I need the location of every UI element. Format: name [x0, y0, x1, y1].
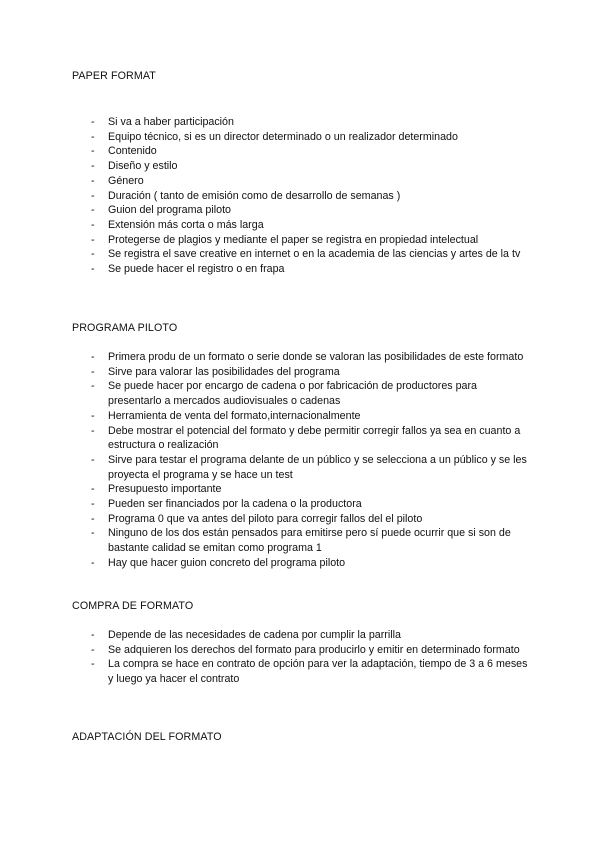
list-item: - Duración ( tanto de emisión como de desarrollo de semanas ) [91, 189, 401, 202]
bullet-dash: - [91, 409, 95, 422]
bullet-dash: - [91, 263, 95, 276]
bullet-dash: - [91, 351, 95, 363]
list-item: - La compra se hace en contrato de opción para ver la adaptación, tiempo de 3 a 6 meses y luego ya hacer el contrato [91, 658, 528, 686]
bullet-dash: - [91, 380, 95, 393]
bullet-dash: - [91, 483, 95, 496]
list-item: - Si va a haber participación [91, 116, 234, 128]
bullet-dash: - [91, 189, 95, 202]
list-item: - Género [91, 174, 144, 187]
list-item: - Sirve para valorar las posibilidades del programa [91, 365, 340, 378]
list-paper-format [0, 115, 600, 277]
list-item: - Programa 0 que va antes del piloto para corregir fallos del el piloto [91, 512, 423, 525]
section-heading-programa-piloto: PROGRAMA PILOTO [72, 322, 178, 334]
list-item: - Pueden ser financiados por la cadena o la productora [91, 498, 362, 511]
bullet-dash: - [91, 424, 95, 437]
list-item: - Protegerse de plagios y mediante el paper se registra en propiedad intelectual [91, 233, 479, 246]
bullet-dash: - [91, 116, 95, 128]
bullet-dash: - [91, 512, 95, 525]
list-item: - Hay que hacer guion concreto del programa piloto [91, 556, 346, 569]
bullet-dash: - [91, 658, 95, 671]
list-item: - Extensión más corta o más larga [91, 218, 264, 231]
list-item: - Contenido [91, 145, 157, 158]
bullet-dash: - [91, 453, 95, 466]
list-item: - Diseño y estilo [91, 160, 178, 173]
list-item: - Se adquieren los derechos del formato para producirlo y emitir en determinado formato [91, 643, 520, 656]
section-heading-adaptacion-del-formato: ADAPTACIÓN DEL FORMATO [72, 731, 222, 743]
list-item: - Herramienta de venta del formato,internacionalmente [91, 409, 361, 422]
bullet-dash: - [91, 145, 95, 158]
bullet-dash: - [91, 629, 95, 641]
bullet-dash: - [91, 527, 95, 540]
list-item: - Depende de las necesidades de cadena por cumplir la parrilla [91, 629, 401, 641]
bullet-dash: - [91, 233, 95, 246]
bullet-dash: - [91, 498, 95, 511]
bullet-dash: - [91, 643, 95, 656]
section-heading-compra-de-formato: COMPRA DE FORMATO [72, 600, 194, 612]
list-item: - Se registra el save creative en internet o en la academia de las ciencias y artes de la tv [91, 248, 521, 261]
section-heading-paper-format: PAPER FORMAT [72, 70, 156, 82]
bullet-dash: - [91, 556, 95, 569]
list-item: - Equipo técnico, si es un director determinado o un realizador determinado [91, 130, 458, 143]
bullet-dash: - [91, 160, 95, 173]
list-programa-piloto [0, 350, 600, 571]
list-compra-de-formato [0, 628, 600, 687]
list-item: - Se puede hacer por encargo de cadena o por fabricación de productores para presentarlo a mercados audiovisuales o cadenas [91, 380, 477, 408]
list-item: - Se puede hacer el registro o en frapa [91, 263, 285, 276]
list-item: - Debe mostrar el potencial del formato y debe permitir corregir fallos ya sea en cuanto a estructura o realización [91, 424, 521, 452]
bullet-dash: - [91, 174, 95, 187]
bullet-dash: - [91, 130, 95, 143]
list-item: - Sirve para testar el programa delante de un público y se selecciona a un público y se les proyecta el programa y se hace un test [91, 453, 527, 481]
bullet-dash: - [91, 365, 95, 378]
bullet-dash: - [91, 218, 95, 231]
bullet-dash: - [91, 204, 95, 217]
list-item: - Guion del programa piloto [91, 204, 231, 217]
list-item: - Presupuesto importante [91, 483, 222, 496]
list-item: - Ninguno de los dos están pensados para emitirse pero sí puede ocurrir que si son de bastante calidad se emitan como programa 1 [91, 527, 511, 555]
list-item: - Primera produ de un formato o serie donde se valoran las posibilidades de este formato [91, 351, 524, 363]
bullet-dash: - [91, 248, 95, 261]
